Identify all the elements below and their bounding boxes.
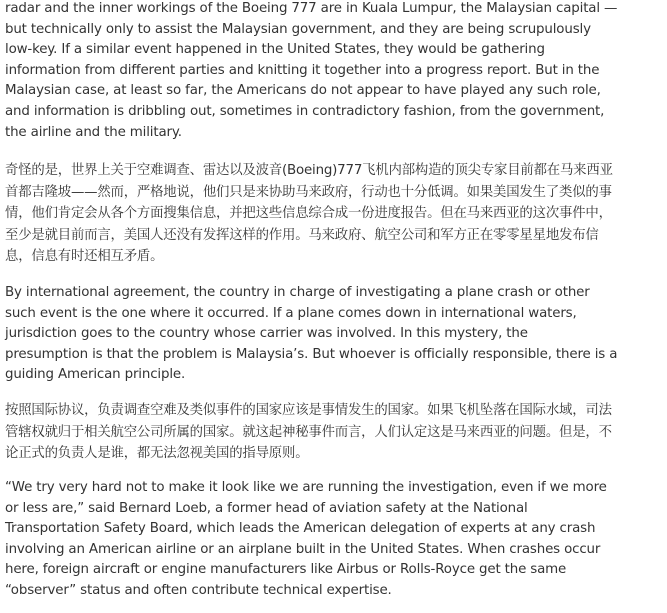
paragraph-english-1: radar and the inner workings of the Boeing 777 are in Kuala Lumpur, the Malaysian capital — but technically only to assist the Malaysian government, and they are being scrupulously low-key. If a similar event happened in the United States, they would be gathering information from different parties and knitting it together into a progress report. But in the Malaysian case, at least so far, the Americans do not appear to have played any such role, and information is dribbling out, sometimes in contradictory fashion, from the government, the airline and the military.: [5, 1, 618, 140]
paragraph-chinese-1: 奇怪的是，世界上关于空难调查、雷达以及波音(Boeing)777飞机内部构造的顶尖专家目前都在马来西亚 首都吉隆坡——然而，严格地说，他们只是来协助马来政府，行动也十分低调。如果美国发生了类似的事 情，他们肯定会从各个方面搜集信息，并把这些信息综合成一份进度报告。但在马来西亚的这次事件中， 至少是就目前而言，美国人还没有发挥这样的作用。马来政府、航空公司和军方正在零零星星地发布信 息，信息有时还相互矛盾。: [5, 163, 613, 264]
paragraph-english-2: By international agreement, the country in charge of investigating a plane crash or other such event is the one where it occurred. If a plane comes down in international waters, jurisdiction goes to the country whose carrier was involved. In this mystery, the presumption is that the problem is Malaysia’s. But whoever is officially responsible, there is a guiding American principle.: [5, 285, 618, 383]
paragraph-english-3: “We try very hard not to make it look like we are running the investigation, even if we more or less are,” said Bernard Loeb, a former head of aviation safety at the National Transportation Safety Board, which leads the American delegation of experts at any crash involving an American airline or an airplane built in the United States. When crashes occur here, foreign aircraft or engine manufacturers like Airbus or Rolls-Royce get the same “observer” status and often contribute technical expertise.: [5, 480, 607, 598]
paragraph-chinese-2: 按照国际协议，负责调查空难及类似事件的国家应该是事情发生的国家。如果飞机坠落在国际水域，司法 管辖权就归于相关航空公司所属的国家。就这起神秘事件而言，人们认定这是马来西亚的问题。但是，不 论正式的负责人是谁，都无法忽视美国的指导原则。: [5, 403, 612, 461]
